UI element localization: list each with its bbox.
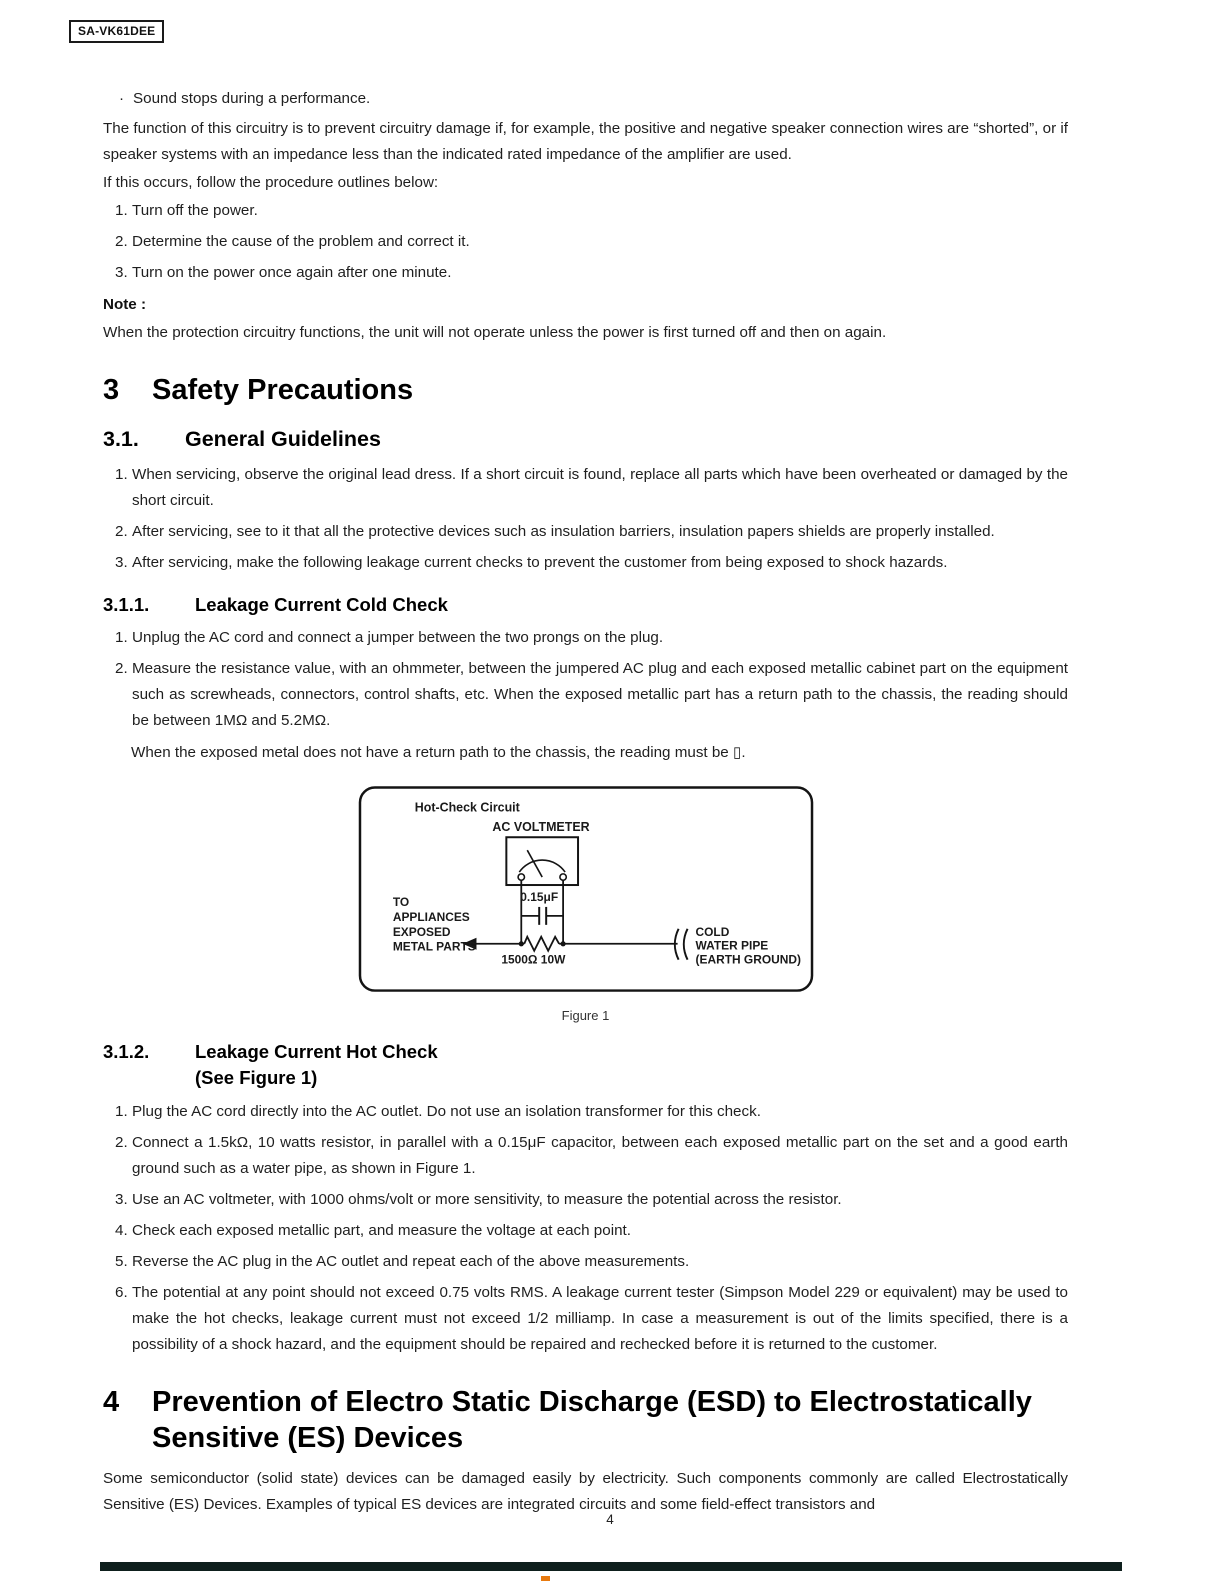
list-item-text: After servicing, make the following leakage current checks to prevent the customer from being exposed to shock hazards. <box>132 554 948 571</box>
resistor-label: 1500Ω 10W <box>500 952 565 967</box>
list-item-number: 3. <box>115 264 128 281</box>
list-item-text: Use an AC voltmeter, with 1000 ohms/volt or more sensitivity, to measure the potential across the resistor. <box>132 1191 842 1208</box>
list-item-text: Turn on the power once again after one minute. <box>132 264 452 281</box>
list-item-text: Plug the AC cord directly into the AC outlet. Do not use an isolation transformer for this check. <box>132 1103 761 1120</box>
figure-title-label: Hot-Check Circuit <box>414 800 520 815</box>
list-item-number: 1. <box>115 202 128 219</box>
note-text: When the protection circuitry functions, the unit will not operate unless the power is first turned off and then on again. <box>103 324 887 341</box>
list-item <box>115 656 1068 734</box>
list-item-number: 6. <box>115 1284 128 1301</box>
list-item <box>115 462 1068 514</box>
section-heading-3-1-1 <box>103 592 1068 617</box>
list-item <box>115 550 1068 576</box>
list-item-text: The potential at any point should not exceed 0.75 volts RMS. A leakage current tester (Simpson Model 229 or equivalent) may be used to make the hot checks, leakage current must not exceed 1/2 milliamp. In case a measurement is out of the limits specified, there is a possibility of a shock hazard, and the equipment should be repaired and rechecked before it is returned to the customer. <box>132 1284 1068 1353</box>
capacitor-label: 0.15μF <box>519 889 558 904</box>
list-item-number: 5. <box>115 1253 128 1270</box>
section-title-line1: Leakage Current Hot Check <box>195 1041 438 1062</box>
list-item-text: Determine the cause of the problem and correct it. <box>132 233 470 250</box>
list-item-number: 4. <box>115 1222 128 1239</box>
right-label-1: COLD <box>695 924 729 939</box>
numbered-list <box>115 462 1068 576</box>
list-item-text: Reverse the AC plug in the AC outlet and repeat each of the above measurements. <box>132 1253 690 1270</box>
section-title: General Guidelines <box>185 427 381 451</box>
bullet-item <box>119 86 1068 112</box>
paragraph: Some semiconductor (solid state) devices can be damaged easily by electricity. Such components commonly are called Electrostatically Sensitive (ES) Devices. Examples of typical ES devices are integrated circuits and some field-effect transistors and <box>103 1470 1068 1513</box>
bullet-text: Sound stops during a performance. <box>133 90 371 107</box>
left-label-4: METAL PARTS <box>392 939 476 954</box>
list-item-text: After servicing, see to it that all the protective devices such as insulation barriers, insulation papers shields are properly installed. <box>132 523 995 540</box>
footer-dot <box>541 1576 550 1581</box>
section-title <box>195 1039 438 1091</box>
list-item-number: 2. <box>115 233 128 250</box>
section-number: 3.1. <box>103 427 139 451</box>
voltmeter-label: AC VOLTMETER <box>491 820 590 835</box>
list-item-text: Unplug the AC cord and connect a jumper between the two prongs on the plug. <box>132 629 664 646</box>
section-number: 3.1.1. <box>103 594 150 615</box>
voltmeter-symbol <box>506 837 578 885</box>
hot-check-circuit-diagram <box>357 784 815 999</box>
figure-1 <box>103 784 1068 1023</box>
list-item <box>115 260 1068 286</box>
list-item <box>115 1218 1068 1244</box>
list-item-text: Measure the resistance value, with an ohmmeter, between the jumpered AC plug and each exposed metallic cabinet part on the equipment such as screwheads, connectors, control shafts, etc. When the exposed metallic part has a return path to the chassis, the reading should be between 1MΩ and 5.2MΩ. <box>132 660 1068 729</box>
footer-bar <box>100 1562 1122 1571</box>
numbered-list <box>115 198 1068 286</box>
section-number: 3 <box>103 374 120 406</box>
section-title: Leakage Current Cold Check <box>195 594 448 615</box>
right-label-2: WATER PIPE <box>695 938 768 953</box>
subnote-text: When the exposed metal does not have a return path to the chassis, the reading must be ▯. <box>131 744 746 761</box>
list-item-number: 3. <box>115 554 128 571</box>
section-title-line2: (See Figure 1) <box>195 1067 318 1088</box>
list-item-number: 2. <box>115 660 128 677</box>
section-heading-4 <box>103 1384 1068 1456</box>
list-item <box>115 519 1068 545</box>
left-label-1: TO <box>392 894 409 909</box>
numbered-list <box>115 1099 1068 1358</box>
list-item-number: 1. <box>115 1103 128 1120</box>
page-number: 4 <box>606 1512 614 1527</box>
bullet-marker: · <box>119 90 125 107</box>
list-item-text: When servicing, observe the original lead dress. If a short circuit is found, replace all parts which have been overheated or damaged by the short circuit. <box>132 466 1068 509</box>
list-item <box>115 1187 1068 1213</box>
figure-caption: Figure 1 <box>561 1008 610 1023</box>
list-item-number: 1. <box>115 466 128 483</box>
section-heading-3 <box>103 372 1068 408</box>
paragraph: If this occurs, follow the procedure outlines below: <box>103 174 439 191</box>
list-item <box>115 198 1068 224</box>
note-label: Note : <box>103 296 147 313</box>
right-label-3: (EARTH GROUND) <box>695 952 801 967</box>
section-heading-3-1-2 <box>103 1039 1068 1091</box>
list-item <box>115 1280 1068 1358</box>
list-item-text: Check each exposed metallic part, and measure the voltage at each point. <box>132 1222 631 1239</box>
section-heading-3-1 <box>103 426 1068 453</box>
section-number: 3.1.2. <box>103 1041 150 1062</box>
list-item-number: 1. <box>115 629 128 646</box>
list-item-number: 2. <box>115 523 128 540</box>
list-item <box>115 625 1068 651</box>
model-badge: SA-VK61DEE <box>69 20 164 43</box>
list-item-number: 3. <box>115 1191 128 1208</box>
numbered-list <box>115 625 1068 734</box>
list-item-number: 2. <box>115 1134 128 1151</box>
section-title: Safety Precautions <box>152 374 414 406</box>
list-item <box>115 229 1068 255</box>
section-title: Prevention of Electro Static Discharge (ESD) to Electrostatically Sensitive (ES) Devices <box>152 1386 1032 1454</box>
list-item <box>115 1099 1068 1125</box>
list-item <box>115 1130 1068 1182</box>
left-label-2: APPLIANCES <box>392 909 470 924</box>
list-item <box>115 1249 1068 1275</box>
list-item-text: Connect a 1.5kΩ, 10 watts resistor, in parallel with a 0.15μF capacitor, between each exposed metallic part on the set and a good earth ground such as a water pipe, as shown in Figure 1. <box>132 1134 1068 1177</box>
left-label-3: EXPOSED <box>392 924 451 939</box>
section-number: 4 <box>103 1386 120 1418</box>
paragraph: The function of this circuitry is to prevent circuitry damage if, for example, the positive and negative speaker connection wires are “shorted”, or if speaker systems with an impedance less than the indicated rated impedance of the amplifier are used. <box>103 120 1068 163</box>
list-item-text: Turn off the power. <box>132 202 258 219</box>
